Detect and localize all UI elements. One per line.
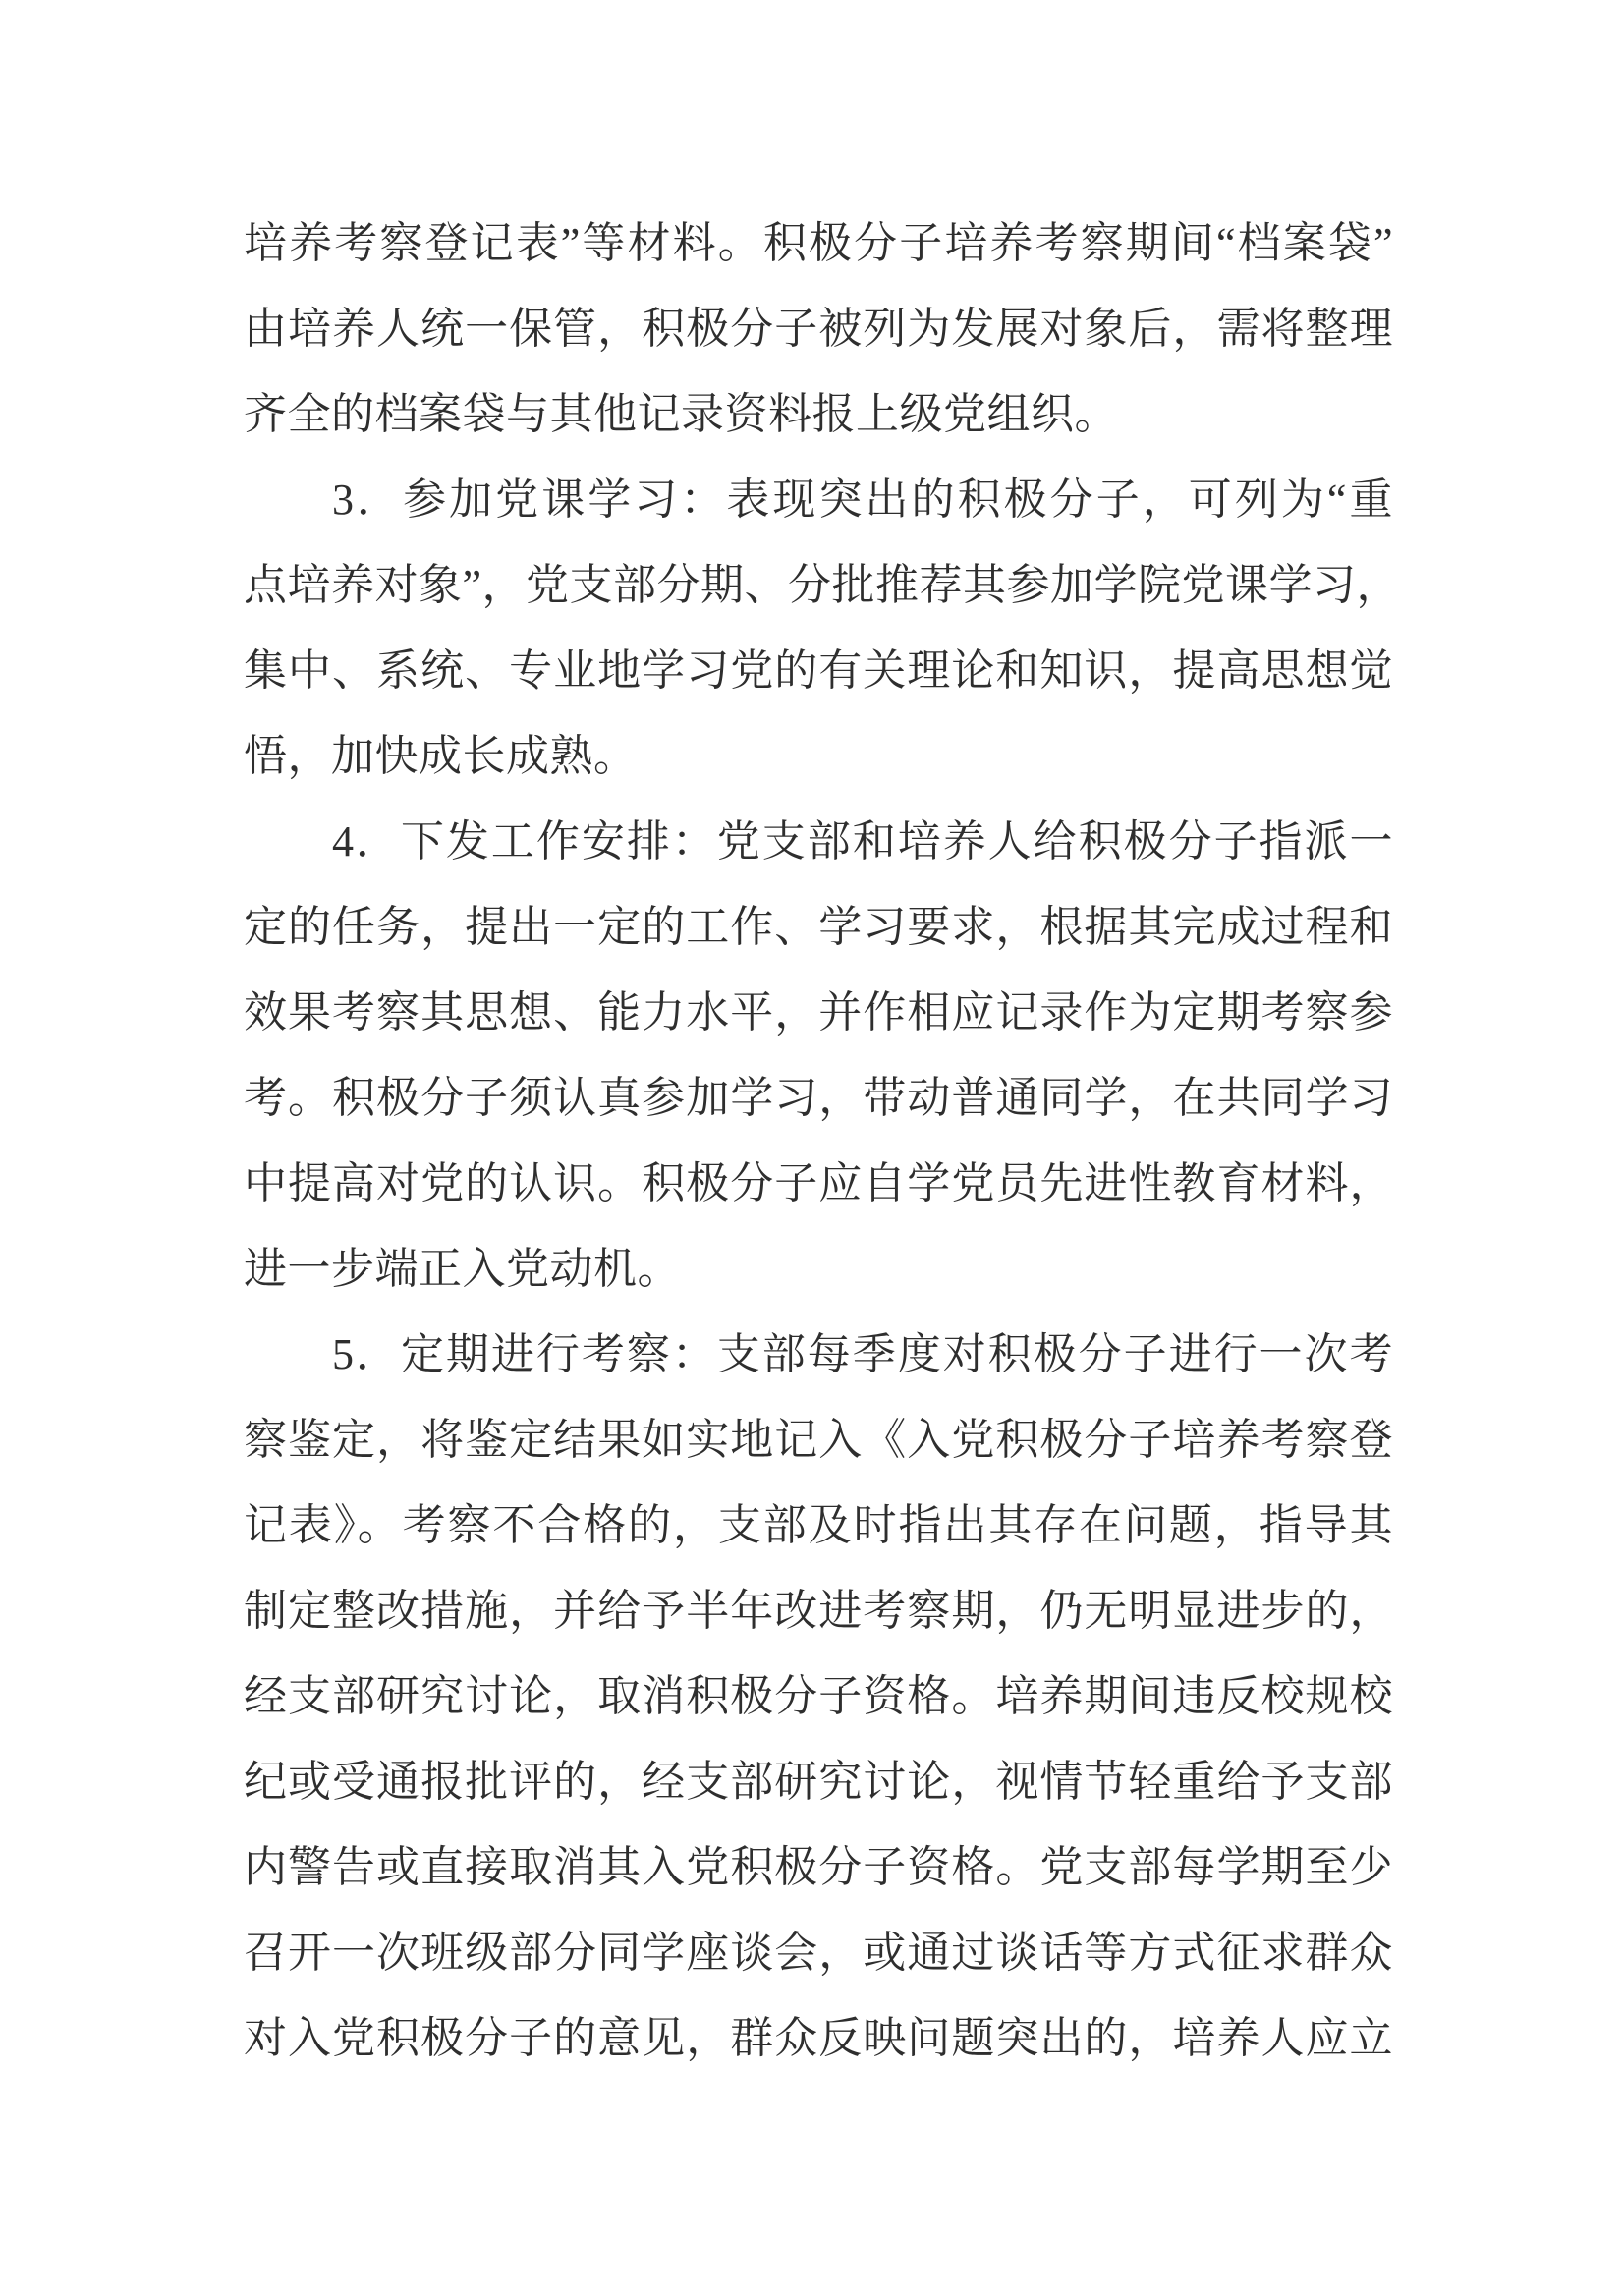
text-line: 效果考察其思想、能力水平，并作相应记录作为定期考察参 [244, 988, 1393, 1036]
text-line: 召开一次班级部分同学座谈会，或通过谈话等方式征求群众 [244, 1929, 1393, 1977]
text-line: 3．参加党课学习：表现突出的积极分子，可列为“重 [332, 476, 1393, 524]
text-line: 集中、系统、专业地学习党的有关理论和知识，提高思想觉 [244, 646, 1393, 695]
text-line: 培养考察登记表”等材料。积极分子培养考察期间“档案袋” [244, 219, 1393, 267]
text-line: 5．定期进行考察：支部每季度对积极分子进行一次考 [332, 1330, 1393, 1378]
text-line: 由培养人统一保管，积极分子被列为发展对象后，需将整理 [244, 305, 1393, 353]
text-line: 内警告或直接取消其入党积极分子资格。党支部每学期至少 [244, 1843, 1393, 1891]
text-line: 点培养对象”，党支部分期、分批推荐其参加学院党课学习， [244, 561, 1401, 609]
text-line: 悟，加快成长成熟。 [244, 732, 638, 780]
text-line: 纪或受通报批评的，经支部研究讨论，视情节轻重给予支部 [244, 1758, 1393, 1806]
paragraph-5 [244, 1312, 1393, 2081]
text-line: 齐全的档案袋与其他记录资料报上级党组织。 [244, 390, 1118, 438]
text-line: 定的任务，提出一定的工作、学习要求，根据其完成过程和 [244, 903, 1393, 951]
paragraph-4 [244, 799, 1393, 1312]
text-line: 中提高对党的认识。积极分子应自学党员先进性教育材料， [244, 1159, 1393, 1207]
text-line: 记表》。考察不合格的，支部及时指出其存在问题，指导其 [244, 1501, 1393, 1549]
text-line: 经支部研究讨论，取消积极分子资格。培养期间违反校规校 [244, 1672, 1393, 1720]
text-block [244, 200, 1401, 2081]
text-line: 制定整改措施，并给予半年改进考察期，仍无明显进步的， [244, 1587, 1393, 1635]
text-line: 考。积极分子须认真参加学习，带动普通同学，在共同学习 [244, 1074, 1393, 1122]
text-line: 4．下发工作安排：党支部和培养人给积极分子指派一 [332, 817, 1393, 866]
text-line: 察鉴定，将鉴定结果如实地记入《入党积极分子培养考察登 [244, 1416, 1393, 1464]
paragraph-continuation [244, 200, 1393, 457]
text-line: 对入党积极分子的意见，群众反映问题突出的，培养人应立 [244, 2014, 1393, 2062]
paragraph-3 [244, 457, 1401, 799]
text-line: 进一步端正入党动机。 [244, 1245, 681, 1293]
